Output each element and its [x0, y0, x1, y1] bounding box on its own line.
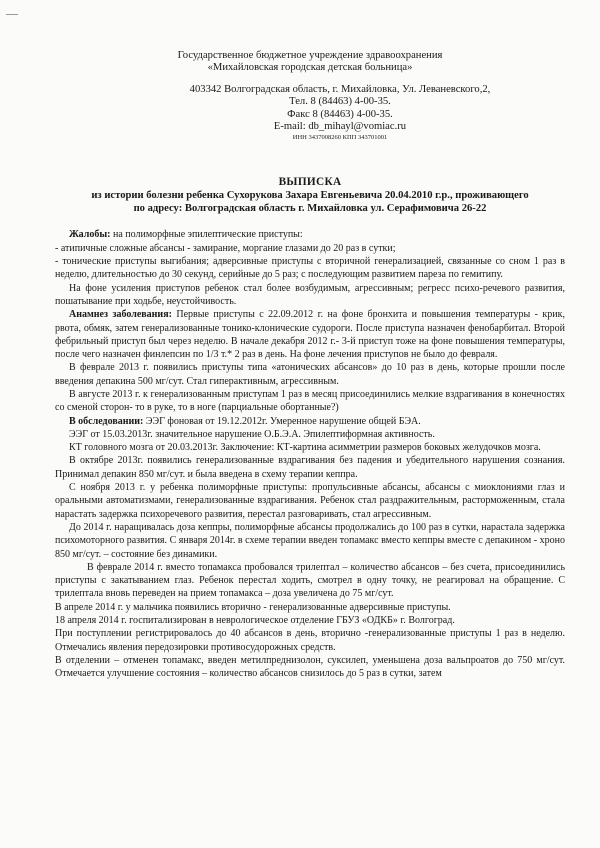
anamnesis-paragraph — [55, 308, 565, 361]
org-name-line1: Государственное бюджетное учреждение здравоохранения — [177, 50, 443, 61]
paragraph-regress: На фоне усиления приступов ребенок стал более возбудимым, агрессивным; регресс психо-речевого развития, пошатывание при ходьбе, неустойчивость. — [55, 282, 565, 307]
anamnesis-label: Анамнез заболевания: — [69, 309, 172, 321]
complaints-paragraph — [55, 228, 565, 241]
paragraph-ct-scan: КТ головного мозга от 20.03.2013г. Заключение: КТ-картина асимметрии размеров боковых желудочков мозга. — [69, 442, 541, 454]
org-phone: Тел. 8 (84463) 4-00-35. — [289, 96, 391, 108]
document-title-block — [55, 176, 565, 215]
org-name-line2: «Михайловская городская детская больница» — [207, 62, 413, 74]
paragraph-hospitalization: 18 апреля 2014 г. госпитализирован в неврологическое отделение ГБУЗ «ОДКБ» г. Волгоград. — [55, 615, 455, 627]
paragraph-department: В отделении – отменен топамакс, введен метилпреднизолон, суксилеп, уменьшена доза вальпроатов до 750 мг/сут. Отмечается улучшение состояния – количество абсансов снизилось до 5 раз в сутки, затем — [55, 654, 565, 680]
exam-paragraph — [55, 415, 565, 428]
document-title: ВЫПИСКА — [278, 176, 342, 189]
anamnesis-text: Первые приступы с 22.09.2012 г. на фоне бронхита и повышения температуры - крик, рвота, обмяк, затем генерализованные тонико-клонические судороги. После приступа назначен фенобарбитал. Второй фебрильный приступ был через неделю. В начале декабря 2012 г.- 3-й приступ тоже на фоне повышения температуры, после чего назначен финлепсин по 1/3 т.* 2 раз в день. На фоне лечения приступов не было до февраля. — [55, 309, 565, 361]
paragraph-jan-2014: До 2014 г. наращивалась доза кеппры, полиморфные абсансы продолжались до 100 раз в сутки, нарастала задержка психомоторного развития. С января 2014г. в схеме терапии введен топамакс вместо кеппры вместе с депакином - хроно 850 мг/сут. – состояние без динамики. — [55, 521, 565, 560]
exam-text: ЭЭГ фоновая от 19.12.2012г. Умеренное нарушение общей БЭА. — [143, 415, 421, 427]
paragraph-oct-2013: В октябре 2013г. появились генерализованные вздрагивания без падения и убедительного нарушения сознания. Принимал депакин 850 мг/сут. и была введена в схему терапии кеппра. — [55, 455, 565, 480]
org-address: 403342 Волгоградская область, г. Михайловка, Ул. Леваневского,2, — [189, 83, 491, 95]
paragraph-apr-2014: В апреле 2014 г. у мальчика появились вторично - генерализованные адверсивные приступы. — [55, 601, 451, 613]
document-page — [55, 0, 565, 681]
paragraph-aug-2013: В августе 2013 г. к генерализованным приступам 1 раз в месяц присоединились мелкие вздрагивания в конечностях со сменой сторон- то в руке, то в ноге (парциальные обортанные?) — [55, 389, 565, 414]
paragraph-tonic-seizures: - тонические приступы выгибания; адверсивные приступы с вторичной генерализацией, связанные со сном 1 раз в неделю, длительностью до 30 секунд, серийные до 5 раз; с последующим развитием пареза по гемитипу. — [55, 256, 565, 281]
complaints-label: Жалобы: — [69, 229, 111, 241]
letterhead — [55, 50, 565, 142]
document-subtitle-line2: по адресу: Волгоградская область г. Михайловка ул. Серафимовича 26-22 — [133, 203, 487, 215]
paragraph-eeg-2013: ЭЭГ от 15.03.2013г. значительное нарушение О.Б.Э.А. Эпилептиформная активность. — [69, 428, 435, 440]
org-fax: Факс 8 (84463) 4-00-35. — [287, 108, 393, 120]
exam-label: В обследовании: — [69, 415, 144, 427]
contacts-block — [55, 84, 565, 143]
paragraph-feb-2014: В феврале 2014 г. вместо топамакса пробовался трилептал – количество абсансов – без счета, присоединились приступы с закатыванием глаз. Ребенок перестал ходить, смотрел в одну точку, не реагировал на обращение. С трилептала вновь переведен на прием топамакса – доза увеличена до 75 мг/сут. — [55, 561, 565, 600]
paragraph-absences: - атипичные сложные абсансы - замирание, моргание глазами до 20 раз в сутки; — [55, 242, 396, 254]
org-inn: ИНН 3437008260 КПП 343701001 — [292, 134, 388, 142]
org-email: E-mail: db_mihayl@vomiac.ru — [273, 121, 407, 133]
document-subtitle-line1: из истории болезни ребенка Сухорукова Захара Евгеньевича 20.04.2010 г.р., проживающего — [91, 190, 529, 202]
paragraph-admission: При поступлении регистрировалось до 40 абсансов в день, вторично -генерализованные приступы 1 раз в неделю. Отмечались явления передозировки противосудорожных средств. — [55, 628, 565, 653]
paragraph-nov-2013: С ноября 2013 г. у ребенка полиморфные приступы: пропульсивные абсансы, абсансы с миоклониями глаз и оральными автоматизмами, генерализованные вздрагивания. Ребенок стал раздражительным, расторможенным, стала нарастать задержка психоречевого развития, перестал разговаривать, стал агрессивным. — [55, 482, 565, 520]
complaints-text: на полиморфные эпилептические приступы: — [110, 229, 303, 241]
document-body — [55, 228, 565, 680]
paragraph-feb-2013: В феврале 2013 г. появились приступы типа «атонических абсансов» до 10 раз в день, которые прошли после введения депакина 500 мг/сут. Стал гиперактивным, агрессивным. — [55, 362, 565, 387]
scan-mark — [6, 14, 18, 15]
